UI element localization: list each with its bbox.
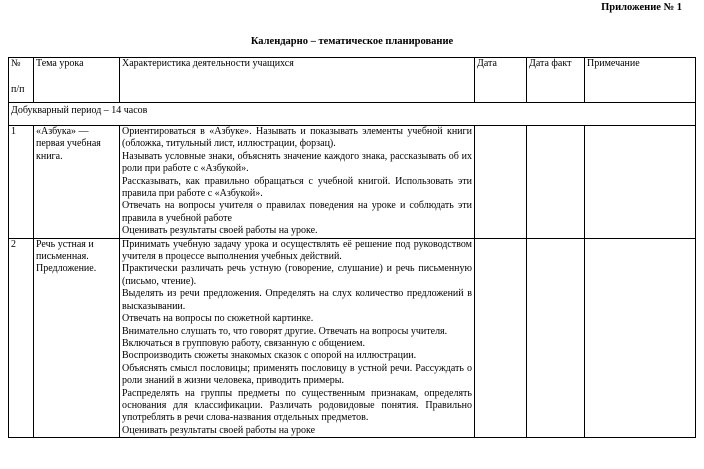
activity-line: Рассказывать, как правильно обращаться с учебной книгой. Использовать эти правила при работе с «Азбукой».: [122, 175, 472, 200]
activity-line: Практически различать речь устную (говорение, слушание) и речь письменную (письмо, чтение).: [122, 263, 472, 287]
activity-line: Ориентироваться в «Азбуке». Называть и показывать элементы учебной книги (обложка, титульный лист, иллюстрации, форзац).: [122, 126, 472, 150]
activity-line: Воспроизводить сюжеты знакомых сказок с опорой на иллюстрации.: [122, 350, 417, 362]
appendix-label: Приложение № 1: [601, 2, 682, 13]
table-row: [9, 126, 696, 239]
activity-line: Отвечать на вопросы учителя о правилах поведения на уроке и соблюдать эти правила в учебной работе: [122, 200, 472, 224]
activity-line: Называть условные знаки, объяснять значение каждого знака, рассказывать об их роли при работе с «Азбукой».: [122, 150, 472, 175]
activity-line: Оценивать результаты своей работы на уроке.: [122, 225, 318, 237]
document-title: Календарно – тематическое планирование: [250, 36, 454, 47]
header-date-fact: Дата факт: [527, 58, 585, 103]
lesson-number: 2: [9, 238, 34, 438]
lesson-date-fact: [527, 126, 585, 239]
activity-line: Распределять на группы предметы по существенным признакам, определять основания для классификации. Различать родовидовые понятия. Правильно употреблять в речи слова-названия отдельных предметов.: [122, 387, 472, 424]
activity-line: Оценивать результаты своей работы на уроке: [122, 424, 316, 436]
lesson-date-plan: [475, 238, 527, 438]
lesson-topic: Речь устная и письменная. Предложение.: [34, 238, 120, 438]
header-date-plan: Дата: [475, 58, 527, 103]
activity-line: Выделять из речи предложения. Определять на слух количество предложений в высказывании.: [122, 288, 472, 312]
activity-line: Принимать учебную задачу урока и осуществлять её решение под руководством учителя в процессе выполнения учебных действий.: [122, 238, 472, 263]
lesson-date-plan: [475, 126, 527, 239]
header-note: Примечание: [585, 58, 696, 103]
lesson-number: 1: [9, 126, 34, 239]
planning-table: [8, 57, 696, 438]
lesson-activity: [120, 126, 475, 239]
header-activity: Характеристика деятельности учащихся: [120, 58, 475, 103]
activity-line: Объяснять смысл пословицы; применять пословицу в устной речи. Рассуждать о роли знаний в жизни человека, приводить примеры.: [122, 362, 472, 387]
lesson-note: [585, 238, 696, 438]
lesson-topic: «Азбука» — первая учебная книга.: [34, 126, 120, 239]
activity-line: Внимательно слушать то, что говорят другие. Отвечать на вопросы учителя.: [122, 325, 448, 337]
activity-line: Отвечать на вопросы по сюжетной картинке.: [122, 313, 314, 325]
header-number-abbr: п/п: [11, 84, 25, 96]
header-number: [9, 58, 34, 103]
table-row: [9, 238, 696, 438]
lesson-note: [585, 126, 696, 239]
header-topic: Тема урока: [34, 58, 120, 103]
period-label: Добукварный период – 14 часов: [9, 103, 696, 126]
activity-line: Включаться в групповую работу, связанную с общением.: [122, 337, 365, 349]
lesson-date-fact: [527, 238, 585, 438]
lesson-activity: [120, 238, 475, 438]
table-header-row: [9, 58, 696, 103]
period-row: [9, 103, 696, 126]
header-number-symbol: №: [11, 58, 21, 69]
